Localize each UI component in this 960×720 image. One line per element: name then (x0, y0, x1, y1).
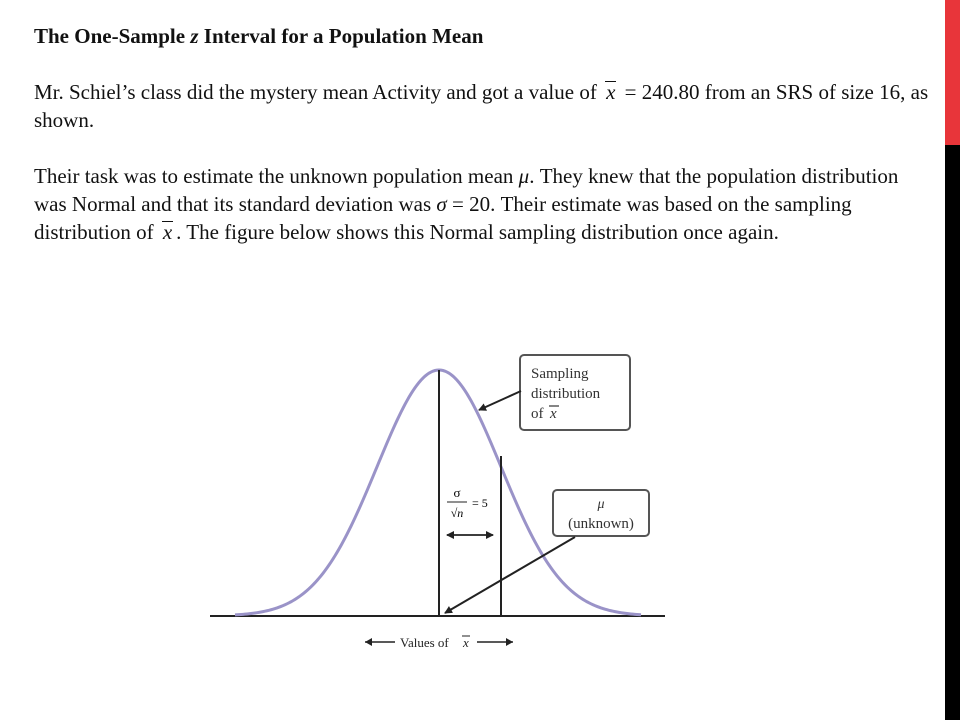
sqrt-n-denominator: √n (450, 506, 464, 520)
mu-label-text: (unknown) (568, 516, 634, 532)
paragraph1-part1: Mr. Schiel’s class did the mystery mean Activity and got a value of (34, 80, 603, 104)
sampling-label-xbar: x (550, 406, 557, 422)
mu-symbol: μ (518, 164, 530, 188)
sampling-distribution-figure (195, 345, 665, 655)
xbar-symbol: x (606, 80, 616, 104)
paragraph2-part4: . The figure below shows this Normal sampling distribution once again. (176, 220, 779, 244)
xbar-symbol-2: x (162, 220, 173, 244)
sampling-label-line2: distribution (531, 386, 601, 402)
figure-svg (195, 345, 665, 655)
sigma-value: = 5 (472, 496, 488, 510)
mu-label-symbol: μ (597, 497, 605, 512)
accent-bar-black (945, 145, 960, 720)
axis-arrow-right (506, 638, 513, 646)
paragraph2-part2: . They knew that the population distribution was Normal and that its standard deviation was (34, 164, 899, 216)
paragraph-class-result (34, 78, 934, 134)
axis-xbar: x (463, 635, 469, 650)
title-z-symbol: z (190, 24, 199, 48)
paragraph-task (34, 162, 934, 246)
paragraph1-part2: = 240.80 from an SRS of size 16, as shown. (34, 80, 929, 132)
sampling-label-line3: of (531, 406, 544, 422)
title-suffix: Interval for a Population Mean (198, 24, 484, 48)
axis-label: Values of (400, 635, 449, 650)
sigma-symbol: σ (436, 192, 447, 216)
accent-bar-red (945, 0, 960, 145)
title-prefix: The One-Sample (34, 24, 191, 48)
sampling-arrow (479, 391, 521, 410)
paragraph2-part1: Their task was to estimate the unknown population mean (34, 164, 519, 188)
slide-text (34, 22, 934, 246)
paragraph2-part3: = 20. Their estimate was based on the sampling distribution of (34, 192, 852, 244)
axis-arrow-left (365, 638, 372, 646)
sigma-numerator: σ (453, 485, 461, 500)
sampling-label-line1: Sampling (531, 366, 589, 382)
slide-title (34, 22, 934, 50)
